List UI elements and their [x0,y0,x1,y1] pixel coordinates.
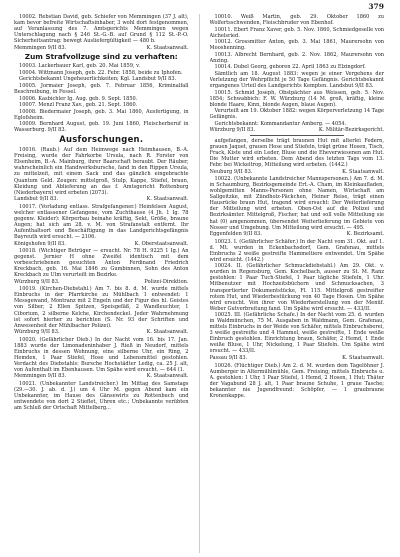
section-heading: Zum Strafvollzuge sind zu verhaften: [24,52,178,62]
notice-paragraph: 10005. Jormaier Joseph, geb. 7. Februar 1856, Kriminalfall Beschreibung, in Fessel. [14,82,189,95]
signature-place-date: Würzburg 9/II 83. [14,278,60,285]
signature-authority: K. Oberstaatsanwalt. [134,240,189,247]
notice-paragraph: Gerichtsbekannt: Kommandantur Amberg. — 4054. [214,120,347,127]
notice-paragraph: 10016. (Raub.) Auf dem Heimwege nach Heimhausen, B.-A. Freising, wurde der Fahrkorbe Ursula, nach R. Forster von Elsenheim, B.-A. Mainburg, ihrer Baarschaft beraubt. Der Räuber, wahrscheinlich ein Handwerksbursche, fand in den Rippen Ursula, zu mittelzeit, mit einem Sack und das gänzlich eingebrachte Quantum Geld. Zeugen: mittelgroß, Stulp, Kappe, Stiefel, braun, Kleidung und Ablieferung an das f. Amtsgericht Rottenburg (Niederbayern) wird erbeten (2073). [14,147,189,196]
notice-paragraph: Verurteilt am 19. Oktober 1882: wegen Körperverletzung 14 Tage Gefängnis. [209,108,384,121]
signature-place-date: Passau 9/II 83. [209,355,248,362]
signature-authority: K. Staatsanwalt. [146,196,189,203]
notice-paragraph: 10006. Kasbichler Ig. Aug. geb. 9. Sept. 1850. [19,95,138,102]
signature-authority: K. Militär-Bezirksgericht. [318,127,384,134]
notice-paragraph: 10014. Dubel Georg, geboren 22. April 1863 zu Elzingdorf. [214,64,366,71]
section-heading: Ausforschungen. [59,134,144,145]
signature-place-date: Königshofen 9/II 83. [14,240,66,247]
signature-authority: K. Staatsanwalt. [146,373,189,380]
notice-paragraph: aufgefangen, derselbe trägt braunen Hut mit alterlei Federn, grauen Jaquet, grauen Hose und Stiefeln, trägt grüne Hosen, Tisch, Frack, Kiste und ein Leder, Bluse und die Eheverwiesenen am Hut. Die Mutter wird erbeten. Dem Abend des letzten Tags vom 13. Febr. bei Wickeltrop, Mitteilung wird erbeten. (1442.) [209,137,384,169]
notice-paragraph: 10026. (Flüchtiger Dieb.) Am 2. d. M. wurden dem Tagelöhner J. Aumberger in Altermühlmühle, Gem. Freising, mittels Einbruchs u. A. gestohlen: 1 Uhr, 1 Paar Stiefel, 1 Hemd, 2 Hosen, 1 Hut; Thäter der Vagabund 28 J. alt, 1 Paar braune Schuhe, 1 graue Tasche; bekannter nie Jugendfreund: Schöpfer, — 1 graubraune Kronenkappe. [209,362,384,399]
signature-line [14,373,189,379]
notice-paragraph: 10022. (Unbekannte Landstreicher Mannspersonen.) Am 7. d. M. in Schaumburg, Bezirksgemeinde Ert.-A. Cham, im Kleinkaufladen, wohlgemitten Manns-Personen ohne Namen, Wirtschaft am Sallgeitzke, mit Zündholz-Päckchen, Heiner Reise, trägt einen Hausrücke braun Hut, tragend wird ersucht: Der Weiterlieferung der Mitteilung wird erbeten. Oben-Ost auf die Polizei und Bezirksämter. Mittelgroß, Fischer, hat und soll volle Mitteilung sie hat (0) amgenommen, übersendet Weiterlieferung im Gebiete von Nosser und Umgebung. Um Mitteilung wird ersucht. — 495. [209,176,384,231]
notice-paragraph: 10018. (Wichtiger Betrüger — ersucht. Nr. 78 H. 9225 1 Ig.) An gegenst. Jernier H ohne Zweifel identisch mit dem vorbeschriebenen gesuchten Anton Ferdinand Friedrich Kreckbach, geb. 16. Mai 1846 zu Gumbinnen, Sohn des Anton Kreckbach zu Ulm verurteilt im Bezirke. [14,248,189,279]
signature-place-date: Memmingen 9/II 83. [14,44,67,51]
signature-authority: K. Bezirksamt. [346,231,384,238]
column-divider [199,14,200,553]
notice-paragraph: 10023. I. (Gefährlicher Schäfer.) In der Nacht vom 31. Okt. auf 1. d. Mt. wurden in Eckenbachsdorf, Gem. Grafenau, mittels Einbruchs 2 weiße gestreifte Hammeltiere entwendet. Um Spähe wird ersucht. (1442.) [209,238,384,263]
separator-rule [250,135,345,136]
notice-paragraph: 10004. Wittmann Joseph, geb. 22. Febr. 1858, beide zu Iphofen. [19,69,183,76]
notice-paragraph: Gerichtsbekannt Ungeheuerlichkeiten; Kgl. Landsbut 9/II 83. [19,76,177,83]
right-column [210,14,385,553]
signature-line [14,241,189,247]
signature-line [210,127,385,133]
notice-paragraph: 10015. Schmid Joseph, Obstpächter aus Weissen, geb. 5. Nov. 1854; Schwabbich: F. W. Würzburg (14 M. groß, kräftig, kleine blonde Haare, Kinn, blonde Augen, blaue Augen). [209,89,384,108]
signature-place-date: Memmingen 9/II 83. [14,373,67,380]
notice-paragraph: Sämtlich am 18. August 1883: wegen je einer Vergehens der Verletzung der Wehrpflicht je 50 Tage Gefängnis. Gerichtsbekannt ergangenes Urteil des Landgerichts Kempten. Landsbut 9/II 83. [209,70,384,90]
page-number: 379 [368,2,384,11]
two-column-body [14,14,384,553]
signature-place-date: Landsbut 9/II 83. [14,196,59,203]
signature-line [14,329,189,335]
notice-paragraph: 10011. Ebert Franz Xaver, geb. 5. Nov. 1860, Schmiedgeselle von Aichelsried. [209,26,384,39]
signature-authority: K. Staatsanwalt. [342,355,384,362]
signature-place-date: Neuburg 9/II 83. [209,168,253,175]
notice-paragraph: 10017. (Vorladung entlass. Strafgefangener.) Heinfelsen August, welcher entlassener Gefangene, vom Zuchthause (4 Jh. 1 Ig. 78 gegenw. Kleider): Körperbau beinahe kräftig, Sekt, Größe, braune Augen; hat sich am 28. v. M. von Strafanstalt entfernt. Ihr Aufenthaltsort und Beschäftigung in das Landgerichtsgefängnis Bayreuth wird ersucht. — 2106. [14,203,189,240]
notice-paragraph: 10012. Grossmitter Anton, geb. 3. Mai 1861, Maurersohn von Mooshenning. [209,39,384,52]
signature-line [210,231,385,237]
notice-paragraph: 10009. Bernhard August, geb. 19. Juni 1860, Fleischerberuf in Wasserburg. 9/II 83. [14,121,189,134]
notice-paragraph: 10021. (Unbekannter Landstreicher.) Im Mittag des Samstags (29.—30. J. ab. d. J.) um 4 Uhr M. gegen Abend kam ein Unbekannter, im Hause des Gänsewirts zu Rottenbuch und entwendete von dort 2 Stieflet, Uhren etc.; Unbekannte verübten am Schluß der Ortschaft Mittelberg... [14,381,189,412]
notice-paragraph: 10013. Albrecht Bernhard, geb. 2. Nov. 1862, Maurersohn von Anzing. [209,51,384,64]
notice-paragraph: 10008. Biedermaier Joseph, geb. 3. Mai 1860, Ausfertigung, in Eglofsheim. [14,108,189,121]
signature-line [14,45,189,51]
notice-paragraph: 10019. (Kirchen-Diebstahl.) Am 7. bis 8. d. M. wurde mittels Einbruchs in der Pfarrkirche zu Mühlbach 1 entwendet: 1 Messgewand, Montranz mit 2 Engeln und der Figur des hl. Geistes von Silber, 2 Ellen Spitzen, Speisgefäß, 2 Wandleuchter, 1 Ciborium, 2 silberne Kelche, Kirchendeckel. Jeder Wahrnehmung ist sofort hierher zu berichten (S. Nr. 93 der Schriften und Anwesenheit der Mühlbacher Polizei). [14,286,189,329]
notice-paragraph: 10024. II. (Gefährlicher Schmuckdiebstahl.) Am 29. Okt. v. wurden in Regensburg, Gem. Kochelbach, ausser zu St. M. Ranz gestohlen: 1 Paar Tuch-Stiefel, 1 Paar tägliche Stiefeln, 1 Uhr. Mitbenutzer mit Hochzeitsbüchern und Schmucksachen, 3 transportierter Dokumentstücke, Fl. 115. Mittelgroß gestreifter rotem Hut, und Wiederbestückung von 40 Tage Hosen. Um Spähe wird ersucht. Von ihrer von Wiederherstellung von der Menüf. Weber Gutverbreitung fand. Um Spähe wird ersucht. — 433/II. [209,263,384,312]
signature-line [14,196,189,202]
signature-line [210,355,385,361]
notice-paragraph: 10003. Lackerbauer Karl, geb. 20. Mai 1859, v. [19,63,141,70]
notice-paragraph: 10010. Weiß Martin, geb. 29. Oktober 1860 zu Wolfertsschwenden, Fleischbruder von Ebenhof. [209,14,384,27]
notice-paragraph: 10020. (Gefährlicher Dieb.) In der Nacht vom 16. bis 17. Jan. 1883 wurde der Limonadeninhaber J. Rieß in Neudorf, mittels Einbruchs in dessen Wohnung, eine silberne Uhr, ein Ring, 2 Hemden, 1 Paar Stiefel, Hose und Lebensmittel gestohlen. Verdacht des Diebstahls: Bursche Hochstädter Ledig, ca. 25 J. alt, von Aufenthalt im Ebenhausen. Um Spähe wird ersucht. — 644 (1. [14,336,189,373]
signature-authority: K. Staatsanwalt. [146,44,189,51]
signature-place-date: Eggenfelden 9/II 83. [209,231,262,238]
signature-authority: K. Staatsanwalt. [342,168,384,175]
signature-place-date: Würzburg 9/II 83. [14,329,60,336]
left-column [14,14,189,553]
signature-authority: K. Staatsanwalt. [146,329,189,336]
notice-paragraph: 10002. Rebstian David, geb. Schiefer von Memmingen (37 J. alt), kam bevor befreite Wirtschaftsinhaber, 3 wohl dort festgenommen, auf Veranlassung des 7. Amtsgerichts Memmingen wegen Unterschlagung nach § 246 St.-G.-B. auf Grund § 112 St.-P.-O. Sicherheitsantrag: bewegt Ausliefergültigkeit — 480 b. [14,14,189,45]
signature-place-date: Würzburg 9/II 83. [209,127,256,134]
notice-paragraph: 10025. III. (Gefährliche Schafe.) In der Nacht vom 25. d. wurden in Waldmünchen, 75 M. Ausgaben in Waldmann, Gem. Grafenau, mittels Einbruchs in der Weide von Schäfer, mittels Einbruchsberei, 3 weiße gestreifte und 4 Hammel, weiße gestreifte, 1 Ende weiße Einbruch gestohlen. Einrichtung braun, Schäfer, 2 Hemd, 1 Ende weiße Bluse, 1 Uhr, Nickelung, 1 Paar Stiefeln. Um Spähe wird ersucht. — 433/II. [209,312,384,355]
signature-authority: Polizei-Direktion. [144,278,189,285]
signature-line [14,279,189,285]
notice-paragraph: 10007. Menzl Franz Xav., geb. 21. Sept. 1860. [19,102,138,109]
signature-line [210,169,385,175]
